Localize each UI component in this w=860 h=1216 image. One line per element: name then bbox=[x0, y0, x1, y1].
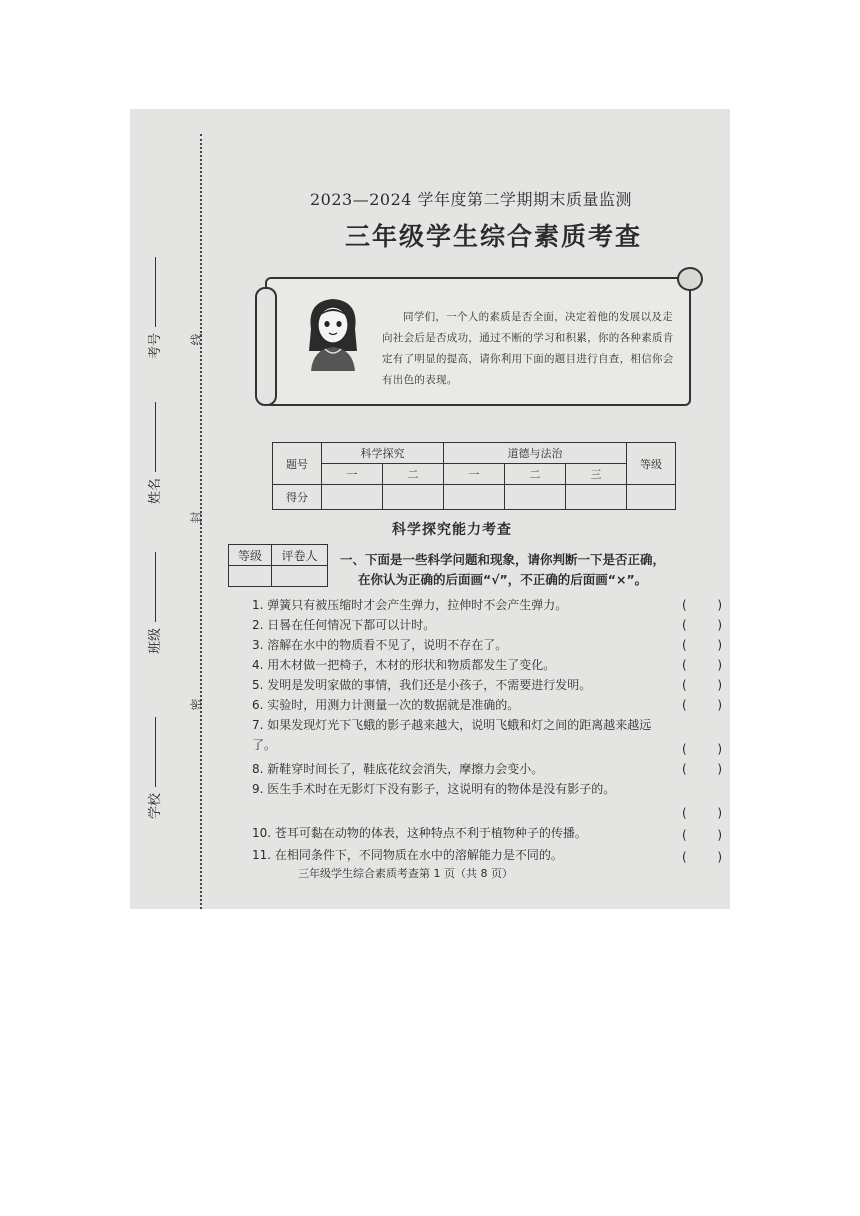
instruction-line-1: 一、下面是一些科学问题和现象，请你判断一下是否正确， bbox=[340, 552, 666, 567]
science-header: 科学探究 bbox=[322, 443, 444, 464]
science-part-2: 二 bbox=[383, 464, 444, 485]
score-cell-grade[interactable] bbox=[627, 485, 676, 510]
question-text: 6. 实验时，用测力计测量一次的数据就是准确的。 bbox=[252, 698, 520, 712]
question-text: 10. 苍耳可黏在动物的体表，这种特点不利于植物种子的传播。 bbox=[252, 826, 587, 840]
grader-name-cell[interactable] bbox=[272, 566, 328, 587]
question-item bbox=[252, 759, 722, 779]
grader-table bbox=[228, 544, 328, 587]
answer-bracket[interactable]: ( ) bbox=[682, 828, 722, 842]
answer-bracket[interactable]: ( ) bbox=[682, 698, 722, 712]
score-cell-science-2[interactable] bbox=[383, 485, 444, 510]
question-text: 11. 在相同条件下，不同物质在水中的溶解能力是不同的。 bbox=[252, 848, 563, 862]
grader-grade-header: 等级 bbox=[229, 545, 272, 566]
instruction-line-2: 在你认为正确的后面画“√”，不正确的后面画“×”。 bbox=[358, 572, 648, 587]
class-field[interactable] bbox=[144, 552, 163, 654]
exam-number-label: 考号 bbox=[148, 332, 163, 359]
morality-part-1: 一 bbox=[444, 464, 505, 485]
answer-bracket[interactable]: ( ) bbox=[682, 850, 722, 864]
exam-title: 三年级学生综合素质考查 bbox=[345, 222, 643, 251]
grader-name-header: 评卷人 bbox=[272, 545, 328, 566]
question-item bbox=[252, 695, 722, 715]
score-cell-morality-1[interactable] bbox=[444, 485, 505, 510]
question-text: 8. 新鞋穿时间长了，鞋底花纹会消失，摩擦力会变小。 bbox=[252, 762, 544, 776]
morality-header: 道德与法治 bbox=[444, 443, 627, 464]
school-label: 学校 bbox=[148, 792, 163, 819]
question-text: 4. 用木材做一把椅子，木材的形状和物质都发生了变化。 bbox=[252, 658, 556, 672]
score-row-label: 得分 bbox=[273, 485, 322, 510]
question-item bbox=[252, 675, 722, 695]
question-item bbox=[252, 823, 722, 845]
answer-bracket[interactable]: ( ) bbox=[682, 678, 722, 692]
section-title: 科学探究能力考查 bbox=[392, 522, 512, 538]
page-footer: 三年级学生综合素质考查第 1 页（共 8 页） bbox=[298, 867, 513, 880]
answer-bracket[interactable]: ( ) bbox=[682, 598, 722, 612]
question-list bbox=[252, 595, 722, 867]
grader-grade-cell[interactable] bbox=[229, 566, 272, 587]
question-no-header: 题号 bbox=[273, 443, 322, 485]
name-field[interactable] bbox=[144, 402, 163, 504]
question-instruction bbox=[340, 550, 730, 590]
question-text: 5. 发明是发明家做的事情，我们还是小孩子，不需要进行发明。 bbox=[252, 678, 592, 692]
morality-part-3: 三 bbox=[566, 464, 627, 485]
question-text: 1. 弹簧只有被压缩时才会产生弹力，拉伸时不会产生弹力。 bbox=[252, 598, 568, 612]
intro-scroll bbox=[265, 277, 691, 406]
class-label: 班级 bbox=[148, 627, 163, 654]
science-part-1: 一 bbox=[322, 464, 383, 485]
morality-part-2: 二 bbox=[505, 464, 566, 485]
question-text: 7. 如果发现灯光下飞蛾的影子越来越大，说明飞蛾和灯之间的距离越来越远了。 bbox=[252, 718, 652, 752]
answer-bracket[interactable]: ( ) bbox=[682, 638, 722, 652]
score-cell-morality-2[interactable] bbox=[505, 485, 566, 510]
question-text: 2. 日晷在任何情况下都可以计时。 bbox=[252, 618, 436, 632]
question-text: 3. 溶解在水中的物质看不见了，说明不存在了。 bbox=[252, 638, 508, 652]
question-text: 9. 医生手术时在无影灯下没有影子，这说明有的物体是没有影子的。 bbox=[252, 782, 616, 796]
score-table bbox=[272, 442, 676, 510]
score-cell-science-1[interactable] bbox=[322, 485, 383, 510]
question-item bbox=[252, 595, 722, 615]
seal-char-line: 线 bbox=[189, 333, 204, 346]
answer-bracket[interactable]: ( ) bbox=[682, 618, 722, 632]
intro-text: 同学们，一个人的素质是否全面，决定着他的发展以及走向社会后是否成功，通过不断的学习和积累，你的各种素质肯定有了明显的提高，请你利用下面的题目进行自查，相信你会有出色的表现。 bbox=[382, 311, 674, 386]
score-cell-morality-3[interactable] bbox=[566, 485, 627, 510]
question-item bbox=[252, 635, 722, 655]
seal-char-dense: 密 bbox=[189, 698, 204, 711]
school-field[interactable] bbox=[144, 717, 163, 819]
answer-bracket[interactable]: ( ) bbox=[682, 742, 722, 756]
question-item bbox=[252, 779, 722, 823]
answer-bracket[interactable]: ( ) bbox=[682, 658, 722, 672]
answer-bracket[interactable]: ( ) bbox=[682, 762, 722, 776]
seal-char-seal: 封 bbox=[189, 511, 204, 524]
answer-bracket[interactable]: ( ) bbox=[682, 806, 722, 820]
question-item bbox=[252, 845, 722, 867]
exam-paper bbox=[130, 109, 730, 909]
question-item bbox=[252, 615, 722, 635]
grade-header: 等级 bbox=[627, 443, 676, 485]
girl-portrait-icon bbox=[297, 291, 369, 371]
name-label: 姓名 bbox=[148, 477, 163, 504]
exam-number-field[interactable] bbox=[144, 257, 163, 359]
question-item bbox=[252, 715, 722, 759]
exam-year-line: 2023—2024 学年度第二学期期末质量监测 bbox=[310, 190, 633, 209]
question-item bbox=[252, 655, 722, 675]
